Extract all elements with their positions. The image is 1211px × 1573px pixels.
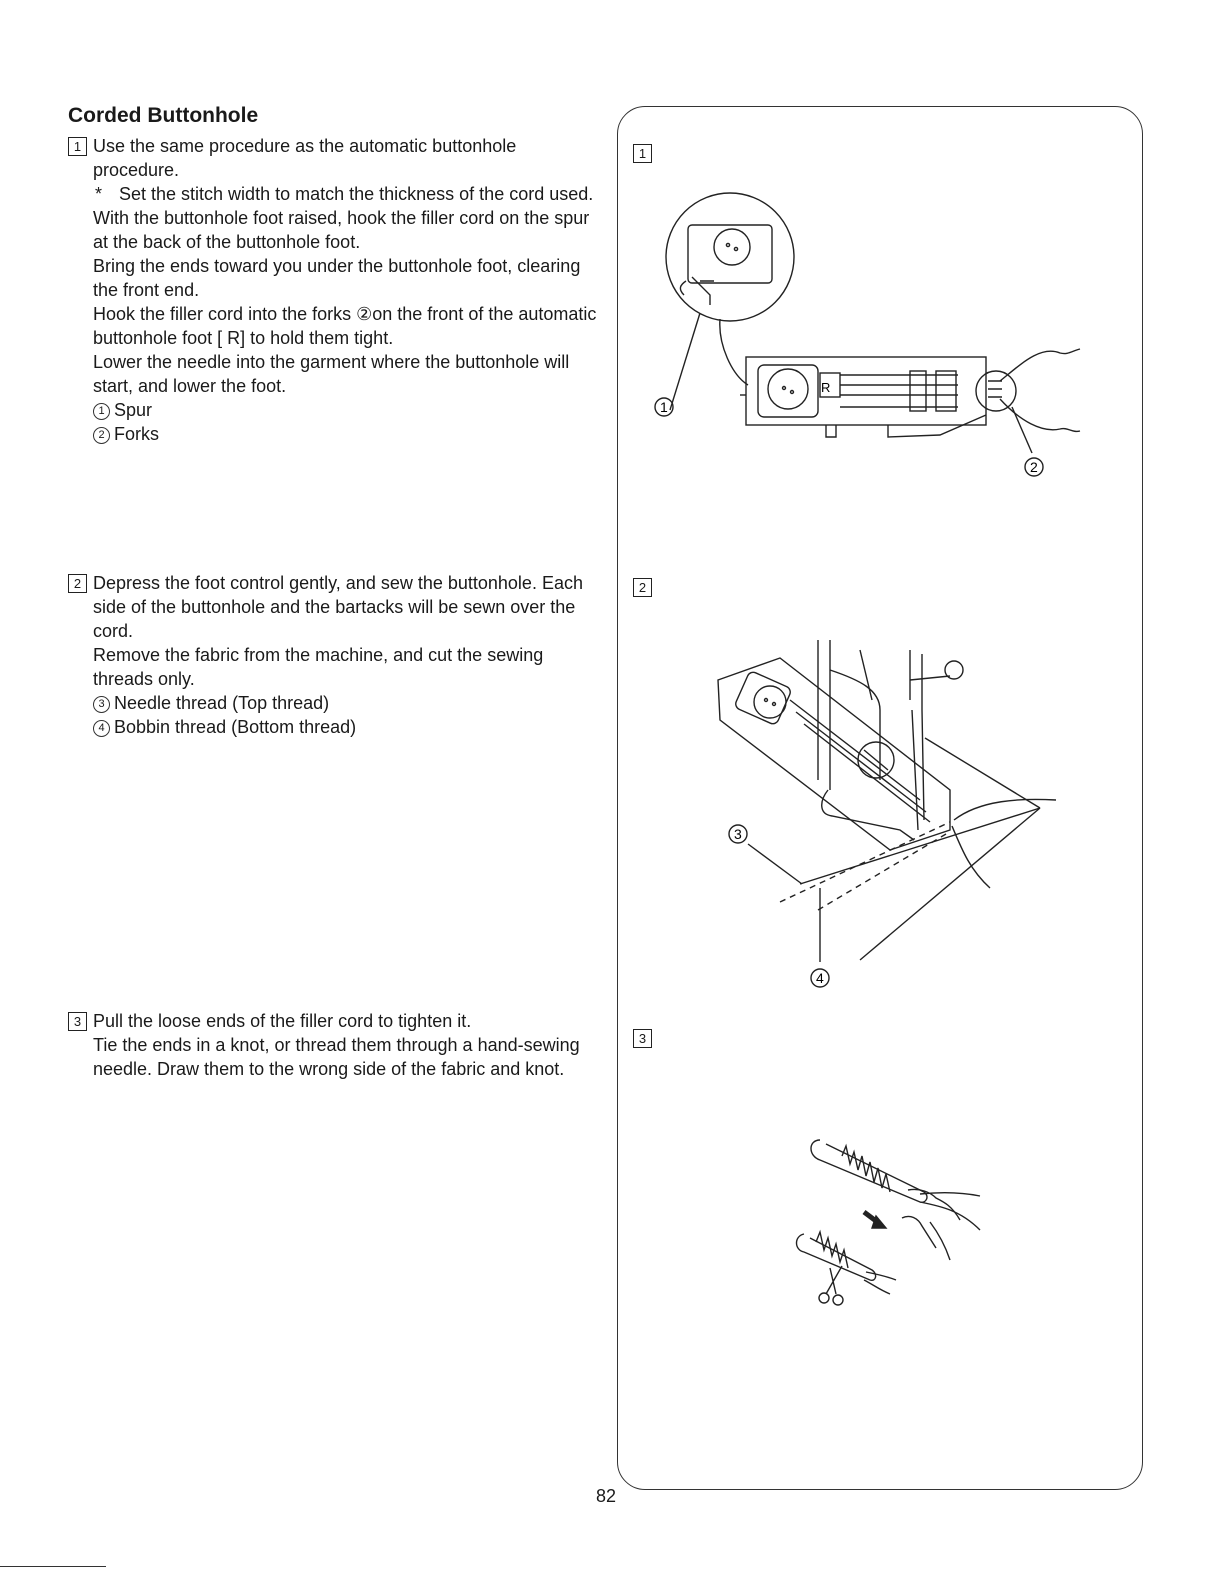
step-text: Tie the ends in a knot, or thread them through a hand-sewing needle. Draw them to the wrong side of the fabric and knot.: [93, 1035, 580, 1079]
callout-number: 4: [93, 720, 110, 737]
figure-number: 2: [633, 578, 652, 597]
legend-item-forks: [93, 422, 598, 446]
step-1: [68, 134, 598, 446]
callout-number: 1: [93, 403, 110, 420]
step-number: 3: [68, 1012, 87, 1031]
step-text: Hook the filler cord into the forks ②on the front of the automatic buttonhole foot [ R] to hold them tight.: [93, 304, 597, 348]
foot-letter: R: [821, 380, 831, 395]
figure-2-sewing-buttonhole: [700, 640, 1070, 1000]
step-text: Depress the foot control gently, and sew the buttonhole. Each side of the buttonhole and the bartacks will be sewn over the cord.: [93, 573, 583, 641]
step-text: Bring the ends toward you under the buttonhole foot, clearing the front end.: [93, 256, 581, 300]
footer-rule: [0, 1566, 106, 1567]
legend-item-needle-thread: [93, 691, 598, 715]
note-text: Set the stitch width to match the thickness of the cord used.: [119, 184, 594, 204]
callout-2: 2: [1030, 459, 1038, 475]
step-text: Remove the fabric from the machine, and cut the sewing threads only.: [93, 645, 544, 689]
figure-1-buttonhole-foot: [640, 185, 1100, 495]
step-text: Pull the loose ends of the filler cord to tighten it.: [93, 1011, 472, 1031]
magnifier-circle: [666, 193, 794, 321]
legend-item-bobbin-thread: [93, 715, 598, 739]
step-text: Use the same procedure as the automatic buttonhole procedure.: [93, 136, 517, 180]
figure-number: 3: [633, 1029, 652, 1048]
callout-1: 1: [660, 399, 668, 415]
step-2: [68, 571, 598, 739]
callout-3: 3: [734, 826, 742, 842]
page-number: 82: [596, 1486, 617, 1506]
legend-label: Forks: [114, 424, 159, 444]
page-title: Corded Buttonhole: [68, 104, 259, 127]
legend-label: Spur: [114, 400, 153, 420]
figure-number: 1: [633, 144, 652, 163]
legend-label: Needle thread (Top thread): [114, 693, 330, 713]
step-text: Lower the needle into the garment where the buttonhole will start, and lower the foot.: [93, 352, 570, 396]
note-marker: *: [95, 184, 103, 204]
step-number: 2: [68, 574, 87, 593]
figure-3-tie-cord: [780, 1130, 1000, 1310]
callout-number: 3: [93, 696, 110, 713]
legend-item-spur: [93, 398, 598, 422]
callout-4: 4: [816, 970, 824, 986]
step-3: [68, 1009, 598, 1081]
callout-number: 2: [93, 427, 110, 444]
step-number: 1: [68, 137, 87, 156]
note: [93, 182, 598, 206]
step-text: With the buttonhole foot raised, hook the filler cord on the spur at the back of the buttonhole foot.: [93, 208, 590, 252]
legend-label: Bobbin thread (Bottom thread): [114, 717, 357, 737]
